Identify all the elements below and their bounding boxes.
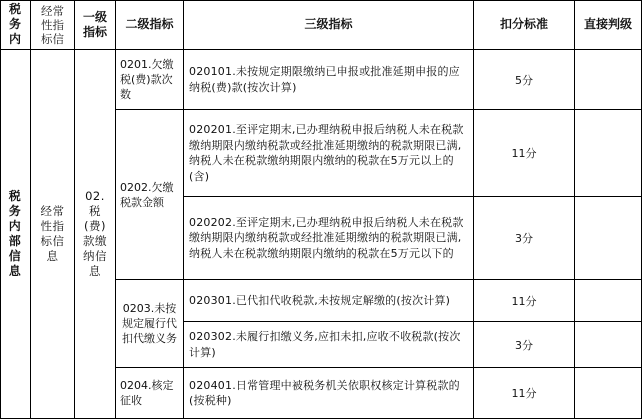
table-row-020302-score: 3分 — [474, 322, 575, 368]
level2-indicator-0201: 0201.欠缴税(费)款次数 — [116, 50, 184, 110]
table-row-020401-direct-grade — [575, 368, 642, 419]
category-cell-2: 经常性指标信息 — [31, 50, 75, 419]
table-row-020101-direct-grade — [575, 50, 642, 110]
header-col-1: 税务内 — [0, 0, 31, 50]
level2-indicator-0204: 0204.核定征收 — [116, 368, 184, 419]
table-row-020201-direct-grade — [575, 110, 642, 197]
table-row-020201-score: 11分 — [474, 110, 575, 197]
level2-indicator-0203: 0203.未按规定履行代扣代缴义务 — [116, 280, 184, 368]
table-row-020401-score: 11分 — [474, 368, 575, 419]
category-cell-1: 税务内部信息 — [0, 50, 31, 419]
header-col-6: 扣分标准 — [474, 0, 575, 50]
table-row-020302-text: 020302.未履行扣缴义务,应扣未扣,应收不收税款(按次计算) — [184, 322, 474, 368]
table-row-020101-score: 5分 — [474, 50, 575, 110]
level1-indicator-cell: 02.税(费)款缴纳信息 — [75, 50, 116, 419]
table-row-020202-score: 3分 — [474, 197, 575, 280]
header-col-4: 二级指标 — [116, 0, 184, 50]
header-col-2: 经常性指标信 — [31, 0, 75, 50]
table-row-020101-text: 020101.未按规定期限缴纳已申报或批准延期申报的应纳税(费)款(按次计算) — [184, 50, 474, 110]
table-row-020202-direct-grade — [575, 197, 642, 280]
header-col-3: 一级指标 — [75, 0, 116, 50]
table-row-020302-direct-grade — [575, 322, 642, 368]
header-col-7: 直接判级 — [575, 0, 642, 50]
table-row-020401-text: 020401.日常管理中被税务机关依职权核定计算税款的(按税种) — [184, 368, 474, 419]
level2-indicator-0202: 0202.欠缴税款金额 — [116, 110, 184, 280]
header-col-5: 三级指标 — [184, 0, 474, 50]
table-row-020202-text: 020202.至评定期末,已办理纳税申报后纳税人未在税款缴纳期限内缴纳税款或经批准延期缴纳的税款期限已满,纳税人未在税款缴纳期限内缴纳的税款在5万元以下的 — [184, 197, 474, 280]
table-row-020201-text: 020201.至评定期末,已办理纳税申报后纳税人未在税款缴纳期限内缴纳税款或经批准延期缴纳的税款期限已满,纳税人未在税款缴纳期限内缴纳的税款在5万元以上的(含) — [184, 110, 474, 197]
table-row-020301-score: 11分 — [474, 280, 575, 322]
table-row-020301-direct-grade — [575, 280, 642, 322]
table-row-020301-text: 020301.已代扣代收税款,未按规定解缴的(按次计算) — [184, 280, 474, 322]
